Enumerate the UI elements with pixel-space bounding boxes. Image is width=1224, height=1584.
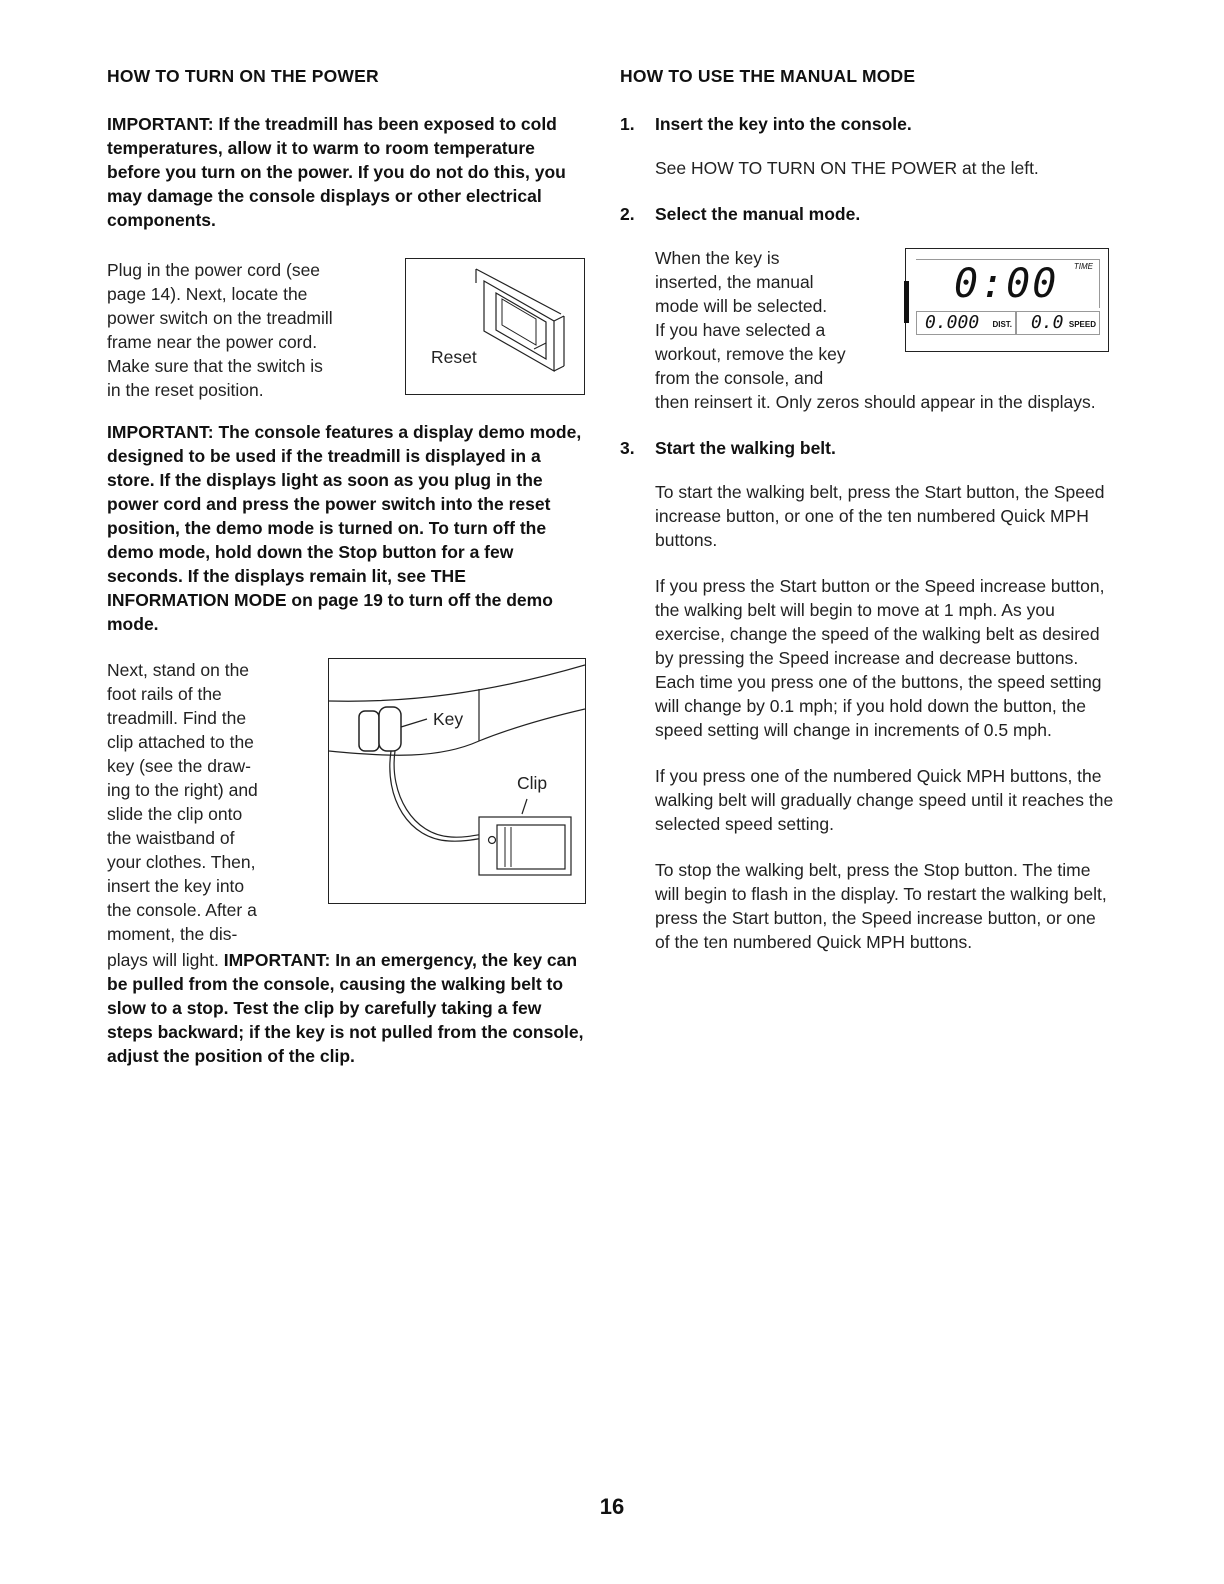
distance-value: 0.000 [925,312,980,333]
distance-display [916,311,1016,335]
important-emergency-warning: IMPORTANT: In an emergency, the key can be pulled from the console, causing the walking belt to slow to a stop. Test the clip by carefully taking a few steps backward; if the key is not pulled from the console, adjust the position of the clip. [107,950,584,1066]
step-3-p4: To stop the walking belt, press the Stop button. The time will begin to flash in the display. To restart the walking belt, press the Start button, the Speed increase button, or one of the ten numbered Quick MPH buttons. [655,860,1107,952]
important-cold-warning: IMPORTANT: If the treadmill has been exposed to cold temperatures, allow it to warm to room temperature before you turn on the power. If you do not do this, you may damage the console displays or other electrical components. [107,114,566,230]
emergency-paragraph: plays will light. IMPORTANT: In an emergency, the key can be pulled from the console, causing the walking belt to slow to a stop. Test the clip by carefully taking a few steps backward; if the key is not pulled from the console, adjust the position of the clip. [107,950,584,1066]
key-clip-figure [328,658,586,904]
plug-text: Plug in the power cord (see page 14). Next, locate the power switch on the treadmill frame near the power cord. Make sure that the switch is in the reset position. [107,260,333,400]
right-column [620,66,1114,976]
step-1-body: See HOW TO TURN ON THE POWER at the left. [655,158,1039,178]
step-2-title: 2. Select the manual mode. [620,204,861,224]
speed-display [1016,311,1100,335]
step-3-p2: If you press the Start button or the Speed increase button, the walking belt will begin to move at 1 mph. As you exercise, change the speed of the walking belt as desired by pressing the Speed increase and decrease buttons. Each time you press one of the buttons, the speed setting will change by 0.1 mph; if you hold down the button, the speed setting will change in increments of 0.5 mph. [655,576,1105,740]
key-label: Key [433,709,464,729]
step-2-text: When the key is inserted, the manual mode will be selected. If you have selected a workout, remove the key from the console, and [655,248,846,388]
step-3-p3: If you press one of the numbered Quick MPH buttons, the walking belt will gradually change speed until it reaches the selected speed setting. [655,766,1114,834]
time-display [916,259,1100,308]
time-value: 0:00 [954,261,1059,307]
reset-switch-figure [405,258,585,395]
step-2-continued: then reinsert it. Only zeros should appear in the displays. [655,392,1096,412]
step-1-title: 1. Insert the key into the console. [620,114,912,134]
console-display-figure [905,248,1109,352]
speed-value: 0.0 [1031,312,1064,333]
display-edge-bar [904,281,909,323]
power-switch-illustration [406,259,584,394]
left-column [107,66,589,1068]
time-label: TIME [1073,262,1093,271]
power-heading: HOW TO TURN ON THE POWER [107,66,379,86]
plug-section [107,258,589,408]
key-clip-section [107,658,589,948]
distance-label: DIST. [992,320,1012,329]
manual-mode-heading: HOW TO USE THE MANUAL MODE [620,66,916,86]
step-3-title: 3. Start the walking belt. [620,438,836,458]
key-text: Next, stand on the foot rails of the treadmill. Find the clip attached to the key (see the draw- ing to the right) and slide the clip onto the waistband of your clothes. Then, insert the key into the console. After a moment, the dis- [107,660,258,944]
speed-label: SPEED [1068,320,1096,329]
clip-label: Clip [517,773,548,793]
reset-label: Reset [431,347,477,367]
page-number: 16 [599,1494,625,1519]
step-3-p1: To start the walking belt, press the Start button, the Speed increase button, or one of the ten numbered Quick MPH buttons. [655,482,1105,550]
important-demo-warning: IMPORTANT: The console features a display demo mode, designed to be used if the treadmill is displayed in a store. If the displays light as soon as you plug in the power cord and press the power switch into the reset position, the demo mode is turned on. To turn off the demo mode, hold down the Stop button for a few seconds. If the displays remain lit, see THE INFORMATION MODE on page 19 to turn off the demo mode. [107,422,582,634]
step-2-section [620,246,1114,414]
